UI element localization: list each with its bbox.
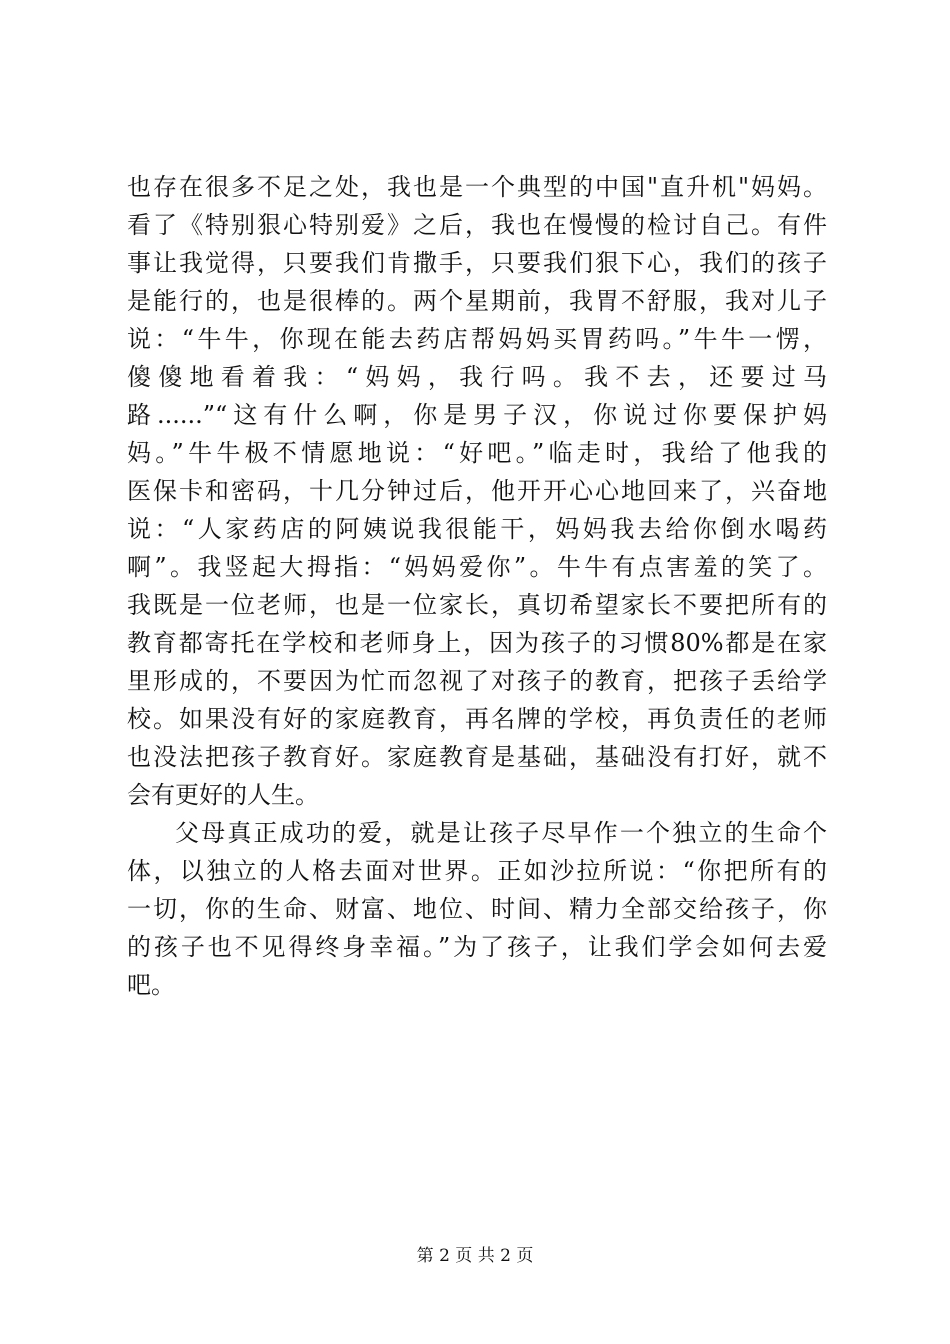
text-line: 体，以独立的人格去面对世界。正如沙拉所说：“你把所有的 <box>127 857 827 885</box>
text-line: 吧。 <box>127 971 175 999</box>
text-line: 妈。”牛牛极不情愿地说：“好吧。”临走时，我给了他我的 <box>127 439 827 467</box>
text-line: 里形成的，不要因为忙而忽视了对孩子的教育，把孩子丢给学 <box>127 667 827 695</box>
document-body <box>127 168 827 1004</box>
text-line: 说：“人家药店的阿姨说我很能干，妈妈我去给你倒水喝药 <box>127 515 827 543</box>
text-line: 父母真正成功的爱，就是让孩子尽早作一个独立的生命个 <box>175 819 827 847</box>
text-line: 是能行的，也是很棒的。两个星期前，我胃不舒服，我对儿子 <box>127 287 827 315</box>
text-line: 事让我觉得，只要我们肯撒手，只要我们狠下心，我们的孩子 <box>127 249 827 277</box>
text-line: 会有更好的人生。 <box>127 781 319 809</box>
page-number-footer: 第 2 页 共 2 页 <box>416 1246 534 1266</box>
text-line: 也没法把孩子教育好。家庭教育是基础，基础没有打好，就不 <box>127 743 827 771</box>
text-line: 路......”“这有什么啊，你是男子汉，你说过你要保护妈 <box>127 401 827 429</box>
text-line: 也存在很多不足之处，我也是一个典型的中国"直升机"妈妈。 <box>127 173 827 201</box>
paragraph-2 <box>127 814 827 1004</box>
paragraph-1 <box>127 168 827 814</box>
text-line: 医保卡和密码，十几分钟过后，他开开心心地回来了，兴奋地 <box>127 477 827 505</box>
text-line: 看了《特别狠心特别爱》之后，我也在慢慢的检讨自己。有件 <box>127 211 827 239</box>
text-line: 一切，你的生命、财富、地位、时间、精力全部交给孩子，你 <box>127 895 827 923</box>
text-line: 的孩子也不见得终身幸福。”为了孩子，让我们学会如何去爱 <box>127 933 827 961</box>
text-line: 校。如果没有好的家庭教育，再名牌的学校，再负责任的老师 <box>127 705 827 733</box>
text-line: 傻傻地看着我：“妈妈，我行吗。我不去，还要过马 <box>127 363 827 391</box>
text-line: 说：“牛牛，你现在能去药店帮妈妈买胃药吗。”牛牛一愣， <box>127 325 827 353</box>
text-line: 啊”。我竖起大拇指：“妈妈爱你”。牛牛有点害羞的笑了。 <box>127 553 827 581</box>
text-line: 我既是一位老师，也是一位家长，真切希望家长不要把所有的 <box>127 591 827 619</box>
text-line: 教育都寄托在学校和老师身上，因为孩子的习惯80%都是在家 <box>127 629 827 657</box>
